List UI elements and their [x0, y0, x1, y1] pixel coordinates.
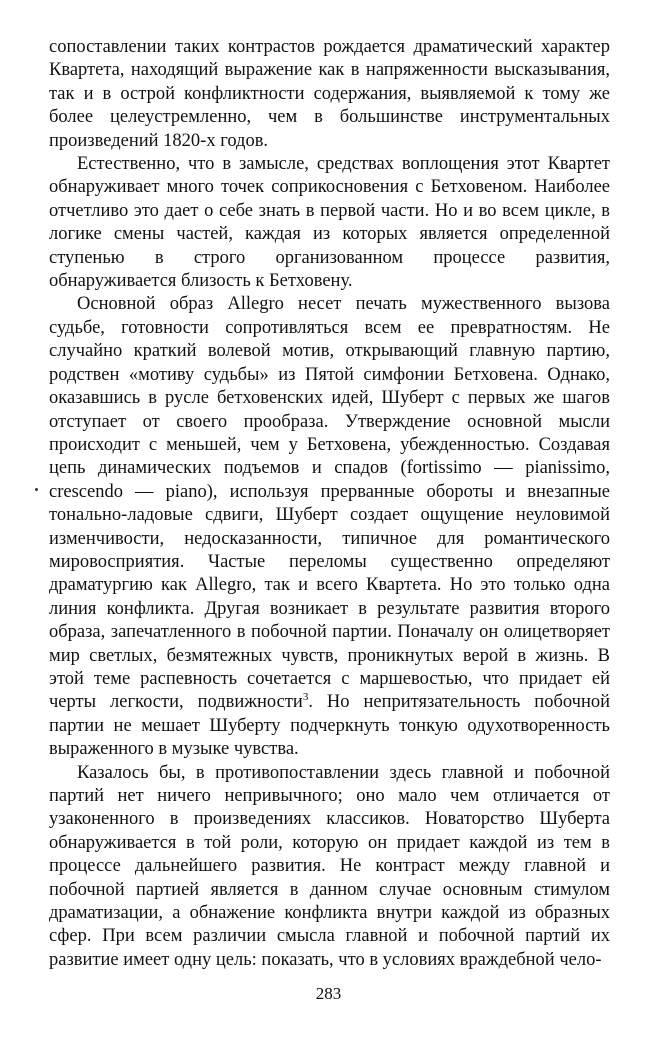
page-body — [49, 36, 610, 972]
paragraph-allegro-text: Основной образ Allegro несет печать мужественного вызова судьбе, готовности сопротивляться всем ее превратностям. Не случайно краткий волевой мотив, открывающий главную партию, родствен «мотиву судьбы» из Пятой симфонии Бетховена. Однако, оказавшись в русле бетховенских идей, Шуберт с первых же шагов отступает от своего прообраза. Утверждение основной мысли происходит с меньшей, чем у Бетховена, убежденностью. Создавая цепь динамических подъемов и спадов (fortissimo — pianissimo, crescendo — piano), используя прерванные обороты и внезапные тонально-ладовые сдвиги, Шуберт создает ощущение неуловимой изменчивости, недосказанности, типичное для романтического мировосприятия. Частые переломы существенно определяют драматургию как Allegro, так и всего Квартета. Но это только одна линия конфликта. Другая возникает в результате развития второго образа, запечатленного в побочной партии. Поначалу он олицетворяет мир светлых, безмятежных чувств, проникнутых верой в жизнь. В этой теме распевность сочетается с маршевостью, что придает ей черты легкости, подвижности — [49, 294, 610, 713]
paragraph-continuation: сопоставлении таких контрастов рождается драматический характер Квартета, находящий выражение как в напряженности высказывания, так и в острой конфликтности содержания, выявляемой к тому же более целеустремленно, чем в большинстве инструментальных произведений 1820-х годов. — [49, 37, 610, 151]
footnote-ref: 3 — [302, 691, 309, 704]
paragraph-beethoven-similarity: Естественно, что в замысле, средствах воплощения этот Квартет обнаруживает много точек соприкосновения с Бетховеном. Наиболее отчетливо это дает о себе знать в первой части. Но и во всем цикле, в логике смены частей, каждая из которых является определенной ступенью в строго организованном процессе развития, обнаруживается близость к Бетховену. — [49, 154, 610, 292]
paragraph-allegro-image — [49, 293, 610, 761]
page-number: 283 — [315, 984, 342, 1003]
paragraph-allegro-text-end: . Но непритязательность побочной партии не мешает Шуберту подчеркнуть тонкую одухотворенность выраженного в музыке чувства. — [49, 692, 610, 760]
paragraph-schubert-innovation: Казалось бы, в противопоставлении здесь главной и побочной партий нет ничего непривычного; оно мало чем отличается от узаконенного в произведениях классиков. Новаторство Шуберта обнаруживается в той роли, которую он придает каждой из тем в процессе дальнейшего развития. Не контраст между главной и побочной партией является в данном случае основным стимулом драматизации, а обнажение конфликта внутри каждой из образных сфер. При всем различии смысла главной и побочной партий их развитие имеет одну цель: показать, что в условиях враждебной чело- — [49, 762, 610, 970]
print-speck — [35, 488, 38, 491]
